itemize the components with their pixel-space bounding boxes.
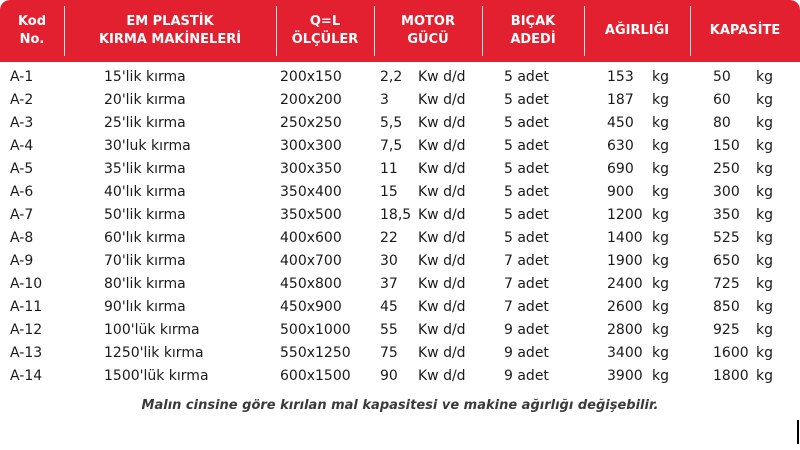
header-bicak: [482, 0, 584, 62]
cell-olcu: 400x600: [280, 230, 342, 246]
table-row: [0, 273, 800, 296]
cell-bicak: 9 adet: [504, 345, 549, 361]
cell-model: 30'luk kırma: [104, 138, 191, 154]
cell-agirlik-value: 1200: [607, 207, 643, 223]
cell-bicak: 7 adet: [504, 276, 549, 292]
cell-kod: A-11: [10, 299, 43, 315]
cell-motor-value: 2,2: [380, 69, 403, 85]
cell-agirlik-unit: kg: [652, 207, 669, 223]
cell-agirlik-unit: kg: [652, 299, 669, 315]
header-bicak-line1: BIÇAK: [510, 14, 556, 29]
header-model-line1: EM PLASTİK: [126, 14, 214, 29]
cell-motor-unit: Kw d/d: [418, 368, 466, 384]
cell-motor-unit: Kw d/d: [418, 207, 466, 223]
cell-bicak: 5 adet: [504, 184, 549, 200]
cell-kapasite-unit: kg: [756, 276, 773, 292]
cell-motor-unit: Kw d/d: [418, 345, 466, 361]
table-header: [0, 0, 800, 62]
cell-kapasite-unit: kg: [756, 138, 773, 154]
cell-kod: A-2: [10, 92, 34, 108]
table-row: [0, 158, 800, 181]
table-row: [0, 89, 800, 112]
cell-model: 35'lik kırma: [104, 161, 186, 177]
cell-bicak: 5 adet: [504, 230, 549, 246]
cell-kapasite-value: 925: [713, 322, 740, 338]
cell-motor-value: 37: [380, 276, 398, 292]
table-row: [0, 135, 800, 158]
header-motor-line2: GÜCÜ: [407, 32, 449, 47]
cell-motor-value: 30: [380, 253, 398, 269]
cell-olcu: 400x700: [280, 253, 342, 269]
header-agirlik-line1: AĞIRLIĞI: [604, 23, 670, 38]
table-row: [0, 181, 800, 204]
cell-kod: A-10: [10, 276, 43, 292]
table-row: [0, 204, 800, 227]
cell-model: 15'lik kırma: [104, 69, 186, 85]
cell-agirlik-value: 2400: [607, 276, 643, 292]
cell-olcu: 350x500: [280, 207, 342, 223]
cell-bicak: 5 adet: [504, 138, 549, 154]
cell-model: 50'lik kırma: [104, 207, 186, 223]
cell-agirlik-value: 187: [607, 92, 634, 108]
cell-kod: A-12: [10, 322, 43, 338]
cell-model: 80'lik kırma: [104, 276, 186, 292]
header-motor-line1: MOTOR: [401, 14, 455, 29]
cell-model: 90'lık kırma: [104, 299, 186, 315]
cell-olcu: 550x1250: [280, 345, 351, 361]
cell-agirlik-unit: kg: [652, 115, 669, 131]
cell-motor-value: 5,5: [380, 115, 403, 131]
cell-motor-value: 11: [380, 161, 398, 177]
cell-motor-value: 7,5: [380, 138, 403, 154]
cell-agirlik-unit: kg: [652, 184, 669, 200]
cell-model: 70'lik kırma: [104, 253, 186, 269]
cell-kapasite-value: 850: [713, 299, 740, 315]
cell-motor-unit: Kw d/d: [418, 230, 466, 246]
cell-motor-value: 45: [380, 299, 398, 315]
cell-model: 20'lik kırma: [104, 92, 186, 108]
cell-kapasite-value: 1800: [713, 368, 749, 384]
cell-agirlik-value: 1900: [607, 253, 643, 269]
cell-agirlik-unit: kg: [652, 230, 669, 246]
cell-motor-unit: Kw d/d: [418, 322, 466, 338]
cell-kapasite-value: 650: [713, 253, 740, 269]
cell-kod: A-5: [10, 161, 34, 177]
header-motor: [374, 0, 482, 62]
cell-model: 1250'lik kırma: [104, 345, 204, 361]
cell-agirlik-unit: kg: [652, 322, 669, 338]
cell-motor-unit: Kw d/d: [418, 299, 466, 315]
cell-agirlik-unit: kg: [652, 161, 669, 177]
cell-kapasite-value: 60: [713, 92, 731, 108]
cell-agirlik-unit: kg: [652, 368, 669, 384]
cell-kapasite-value: 725: [713, 276, 740, 292]
cell-bicak: 5 adet: [504, 161, 549, 177]
cell-kod: A-6: [10, 184, 34, 200]
cell-kod: A-3: [10, 115, 34, 131]
header-agirlik: [584, 0, 690, 62]
cell-olcu: 250x250: [280, 115, 342, 131]
cell-kod: A-7: [10, 207, 34, 223]
cell-kapasite-value: 350: [713, 207, 740, 223]
cell-agirlik-value: 153: [607, 69, 634, 85]
cell-kapasite-value: 300: [713, 184, 740, 200]
cell-bicak: 5 adet: [504, 92, 549, 108]
cell-olcu: 600x1500: [280, 368, 351, 384]
header-kod: [0, 0, 64, 62]
cell-motor-unit: Kw d/d: [418, 253, 466, 269]
header-model: [64, 0, 276, 62]
table-row: [0, 227, 800, 250]
cell-agirlik-unit: kg: [652, 253, 669, 269]
cell-agirlik-unit: kg: [652, 138, 669, 154]
cell-kapasite-value: 1600: [713, 345, 749, 361]
cell-motor-unit: Kw d/d: [418, 184, 466, 200]
cell-agirlik-unit: kg: [652, 69, 669, 85]
header-olcu-line2: ÖLÇÜLER: [291, 32, 359, 47]
cell-kod: A-1: [10, 69, 34, 85]
cell-motor-value: 15: [380, 184, 398, 200]
cell-bicak: 5 adet: [504, 69, 549, 85]
cell-olcu: 200x200: [280, 92, 342, 108]
header-kod-line1: Kod: [17, 14, 47, 29]
table-row: [0, 250, 800, 273]
cell-agirlik-unit: kg: [652, 92, 669, 108]
cell-agirlik-unit: kg: [652, 345, 669, 361]
header-bicak-line2: ADEDİ: [510, 32, 556, 47]
cell-model: 40'lık kırma: [104, 184, 186, 200]
cell-olcu: 350x400: [280, 184, 342, 200]
cell-model: 60'lık kırma: [104, 230, 186, 246]
cell-agirlik-value: 1400: [607, 230, 643, 246]
cell-olcu: 200x150: [280, 69, 342, 85]
cell-agirlik-value: 450: [607, 115, 634, 131]
cell-model: 1500'lük kırma: [104, 368, 209, 384]
cell-kod: A-9: [10, 253, 34, 269]
table-row: [0, 66, 800, 89]
cell-olcu: 300x350: [280, 161, 342, 177]
header-olcu: [276, 0, 374, 62]
cell-kapasite-unit: kg: [756, 322, 773, 338]
cell-bicak: 7 adet: [504, 253, 549, 269]
table-row: [0, 342, 800, 365]
cell-olcu: 500x1000: [280, 322, 351, 338]
header-olcu-line1: Q=L: [309, 14, 341, 29]
cell-bicak: 5 adet: [504, 115, 549, 131]
cell-kod: A-14: [10, 368, 43, 384]
cell-agirlik-unit: kg: [652, 276, 669, 292]
cell-kapasite-unit: kg: [756, 69, 773, 85]
cell-motor-value: 90: [380, 368, 398, 384]
cell-motor-value: 18,5: [380, 207, 412, 223]
cell-kapasite-unit: kg: [756, 161, 773, 177]
cell-agirlik-value: 3900: [607, 368, 643, 384]
cell-kod: A-8: [10, 230, 34, 246]
cell-motor-value: 22: [380, 230, 398, 246]
cell-kapasite-value: 525: [713, 230, 740, 246]
cell-kapasite-unit: kg: [756, 230, 773, 246]
cell-motor-unit: Kw d/d: [418, 276, 466, 292]
cell-kapasite-value: 50: [713, 69, 731, 85]
cell-kapasite-unit: kg: [756, 184, 773, 200]
footer-note: Malın cinsine göre kırılan mal kapasitesi ve makine ağırlığı değişebilir.: [141, 398, 659, 413]
cell-agirlik-value: 690: [607, 161, 634, 177]
cell-olcu: 300x300: [280, 138, 342, 154]
cell-agirlik-value: 630: [607, 138, 634, 154]
cell-bicak: 9 adet: [504, 368, 549, 384]
cell-motor-unit: Kw d/d: [418, 115, 466, 131]
cell-kapasite-value: 80: [713, 115, 731, 131]
edge-mark: [797, 420, 799, 444]
cell-motor-value: 3: [380, 92, 389, 108]
cell-kapasite-value: 250: [713, 161, 740, 177]
cell-agirlik-value: 3400: [607, 345, 643, 361]
cell-motor-unit: Kw d/d: [418, 92, 466, 108]
header-kod-line2: No.: [19, 32, 45, 47]
cell-kapasite-unit: kg: [756, 115, 773, 131]
header-kapasite: [690, 0, 800, 62]
header-kapasite-line1: KAPASİTE: [709, 23, 781, 38]
cell-motor-unit: Kw d/d: [418, 161, 466, 177]
cell-motor-unit: Kw d/d: [418, 69, 466, 85]
cell-model: 100'lük kırma: [104, 322, 200, 338]
cell-bicak: 5 adet: [504, 207, 549, 223]
cell-bicak: 7 adet: [504, 299, 549, 315]
table-row: [0, 365, 800, 388]
cell-agirlik-value: 2800: [607, 322, 643, 338]
cell-motor-unit: Kw d/d: [418, 138, 466, 154]
cell-model: 25'lik kırma: [104, 115, 186, 131]
cell-motor-value: 75: [380, 345, 398, 361]
table-row: [0, 296, 800, 319]
cell-agirlik-value: 900: [607, 184, 634, 200]
cell-kod: A-4: [10, 138, 34, 154]
cell-bicak: 9 adet: [504, 322, 549, 338]
table-row: [0, 319, 800, 342]
cell-kapasite-unit: kg: [756, 299, 773, 315]
cell-olcu: 450x800: [280, 276, 342, 292]
table-row: [0, 112, 800, 135]
cell-agirlik-value: 2600: [607, 299, 643, 315]
cell-kod: A-13: [10, 345, 43, 361]
header-model-line2: KIRMA MAKİNELERİ: [98, 32, 242, 47]
cell-kapasite-value: 150: [713, 138, 740, 154]
cell-kapasite-unit: kg: [756, 345, 773, 361]
cell-kapasite-unit: kg: [756, 253, 773, 269]
cell-motor-value: 55: [380, 322, 398, 338]
cell-kapasite-unit: kg: [756, 368, 773, 384]
cell-olcu: 450x900: [280, 299, 342, 315]
cell-kapasite-unit: kg: [756, 207, 773, 223]
cell-kapasite-unit: kg: [756, 92, 773, 108]
